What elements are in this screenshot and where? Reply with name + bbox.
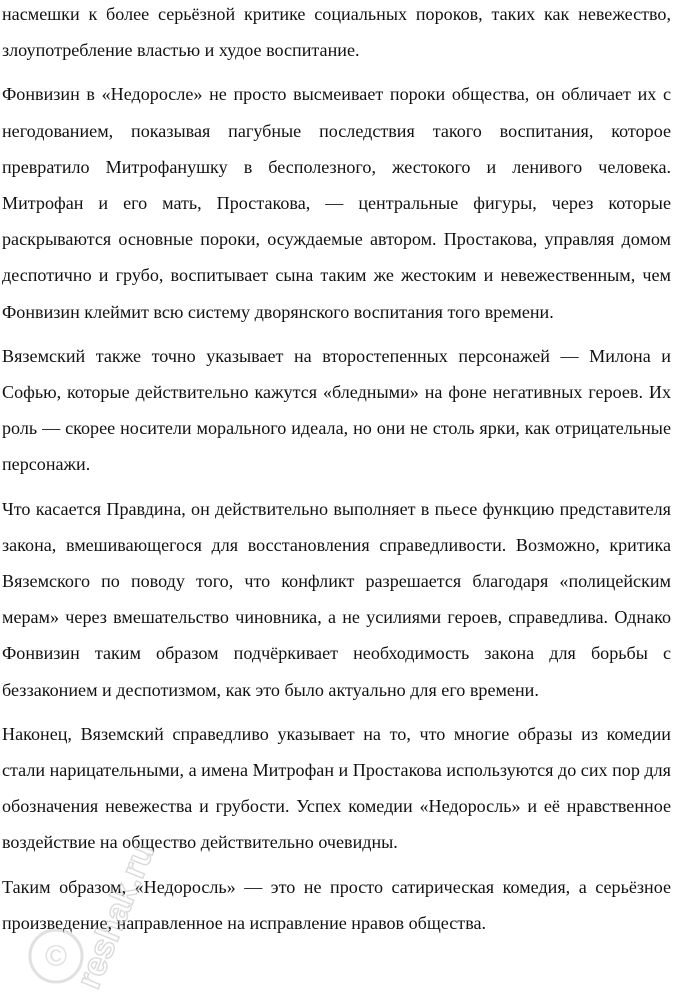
watermark-text: reshak.ru xyxy=(69,837,163,994)
watermark-copyright-symbol: © xyxy=(44,940,68,973)
paragraph-5: Наконец, Вяземский справедливо указывает на то, что многие образы из комедии стали нарицательными, а имена Митрофан и Простакова используются до сих пор для обозначения невежества и грубости. Успех комедии «Недоросль» и её нравственное воздействие на общество действительно очевидны. xyxy=(2,723,671,853)
paragraph-2: Фонвизин в «Недоросле» не просто высмеивает пороки общества, он обличает их с негодованием, показывая пагубные последствия такого воспитания, которое превратило Митрофанушку в бесполезного, жестокого и ленивого человека. Митрофан и его мать, Простакова, — центральные фигуры, через которые раскрываются основные пороки, осуждаемые автором. Простакова, управляя домом деспотично и грубо, воспитывает сына таким же жестоким и невежественным, чем Фонвизин клеймит всю систему дворянского воспитания того времени. xyxy=(2,84,671,322)
paragraph-1: насмешки к более серьёзной критике социальных пороков, таких как невежество, злоупотребление властью и худое воспитание. xyxy=(2,4,671,61)
paragraph-4: Что касается Правдина, он действительно выполняет в пьесе функцию представителя закона, вмешивающегося для восстановления справедливости. Возможно, критика Вяземского по поводу того, что конфликт разрешается благодаря «полицейским мерам» через вмешательство чиновника, а не усилиями героев, справедлива. Однако Фонвизин таким образом подчёркивает необходимость закона для борьбы с беззаконием и деспотизмом, как это было актуально для его времени. xyxy=(2,498,671,700)
paragraph-3: Вяземский также точно указывает на второстепенных персонажей — Милона и Софью, которые действительно кажутся «бледными» на фоне негативных героев. Их роль — скорее носители морального идеала, но они не столь ярки, как отрицательные персонажи. xyxy=(2,345,671,475)
paragraph-6: Таким образом, «Недоросль» — это не просто сатирическая комедия, а серьёзное произведение, направленное на исправление нравов общества. xyxy=(2,876,671,933)
